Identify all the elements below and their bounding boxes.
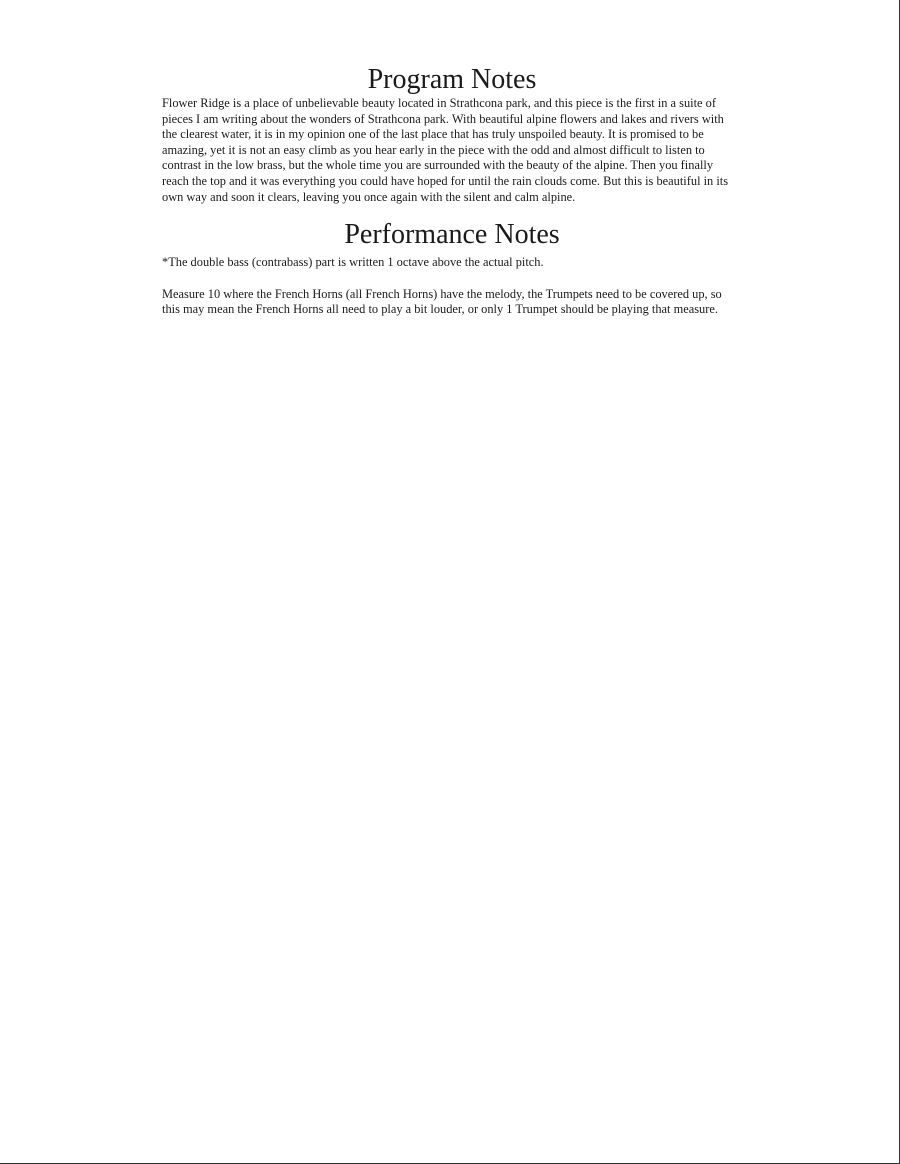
performance-note-1: *The double bass (contrabass) part is written 1 octave above the actual pitch. bbox=[162, 255, 544, 270]
program-notes-title: Program Notes bbox=[367, 64, 537, 95]
performance-notes-title: Performance Notes bbox=[344, 219, 560, 251]
page-content bbox=[162, 64, 742, 318]
performance-note-2: Measure 10 where the French Horns (all French Horns) have the melody, the Trumpets need to be covered up, so this may mean the French Horns all need to play a bit louder, or only 1 Trumpet should be playing that measure. bbox=[162, 286, 722, 317]
program-notes-body: Flower Ridge is a place of unbelievable beauty located in Strathcona park, and this piece is the first in a suite of pieces I am writing about the wonders of Strathcona park. With beautiful alpine flowers and lakes and rivers with the clearest water, it is in my opinion one of the last place that has truly unspoiled beauty. It is promised to be amazing, yet it is not an easy climb as you hear early in the piece with the odd and almost difficult to listen to contrast in the low brass, but the whole time you are surrounded with the beauty of the alpine. Then you finally reach the top and it was everything you could have hoped for until the rain clouds come. But this is beautiful in its own way and soon it clears, leaving you once again with the silent and calm alpine. bbox=[162, 96, 729, 204]
